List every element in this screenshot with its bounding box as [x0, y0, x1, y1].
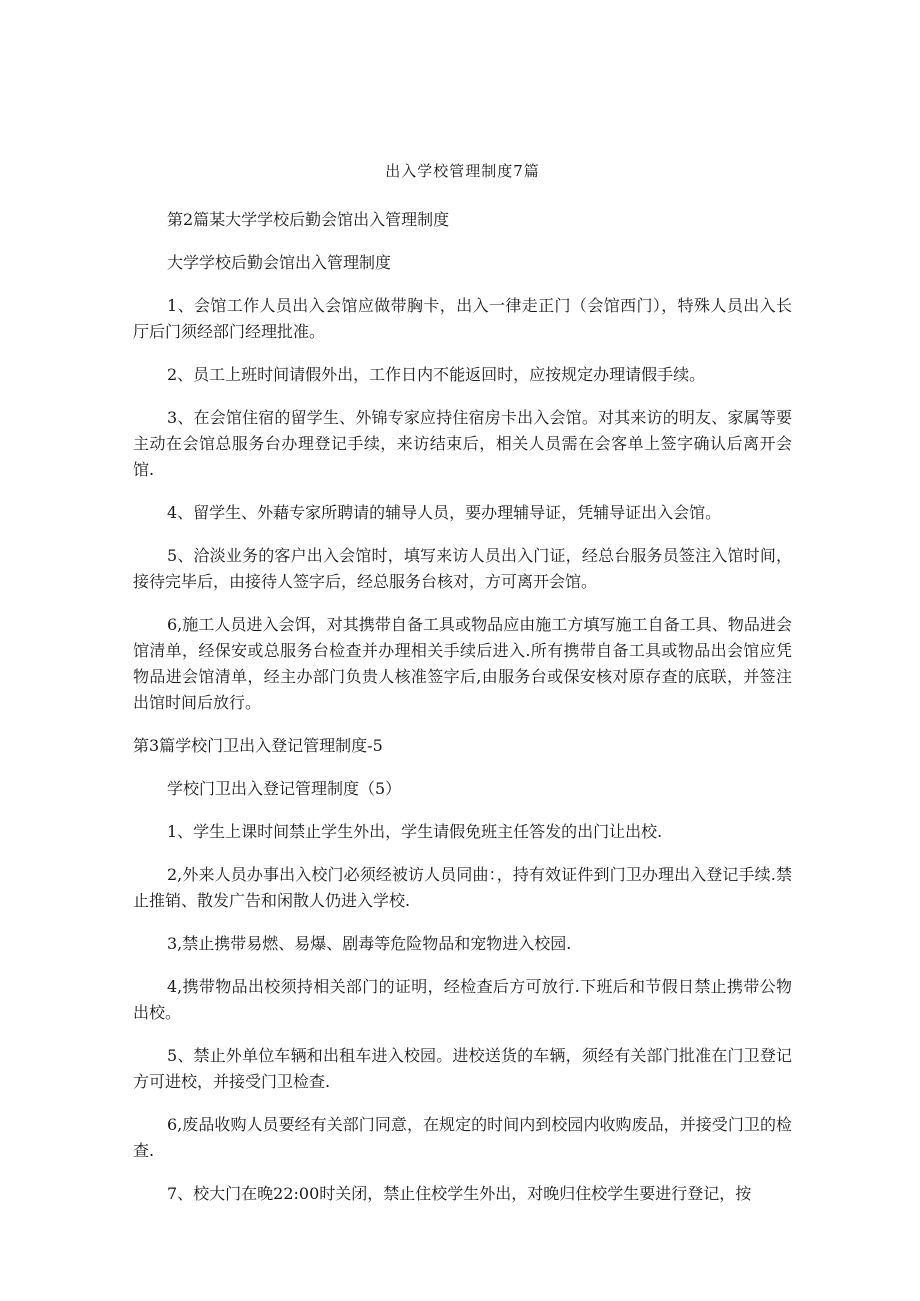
paragraph: 5、禁止外单位车辆和出租车进入校园。进校送货的车辆，须经有关部门批准在门卫登记方可进校，并接受门卫检查. — [133, 1046, 792, 1091]
paragraph: 4、留学生、外藉专家所聘请的辅导人员，要办理辅导证，凭辅导证出入会馆。 — [167, 503, 722, 522]
paragraph: 1、会馆工作人员出入会馆应做带胸卡，出入一律走正门（会馆西门），特殊人员出入长厅后门须经部门经理批准。 — [133, 296, 792, 341]
paragraph: 6,施工人员进入会饵，对其携带自备工具或物品应由施工方填写施工自备工具、物品进会馆清单，经保安或总服务台检查并办理相关手续后进入.所有携带自备工具或物品出会馆应凭物品进会馆清单，经主办部门负贵人核准签字后,由服务台或保安核对原存查的底联，并签注出馆时间后放行。 — [133, 615, 792, 712]
paragraph: 3,禁止携带易燃、易爆、剧毒等危险物品和宠物进入校园. — [167, 934, 572, 953]
paragraph: 第2篇某大学学校后勤会馆出入管理制度 — [167, 210, 450, 229]
paragraph: 4,携带物品出校须持相关部门的证明，经检查后方可放行.下班后和节假日禁止携带公物出校。 — [133, 977, 792, 1022]
document-title: 出入学校管理制度7篇 — [385, 162, 540, 180]
paragraph: 学校门卫出入登记管理制度（5） — [167, 779, 402, 798]
paragraph: 第3篇学校门卫出入登记管理制度-5 — [133, 736, 383, 755]
paragraph: 5、洽淡业务的客户出入会馆时，填写来访人员出入门证，经总台服务员签注入馆时间，接待完毕后，由接待人签字后，经总服务台核对，方可离开会馆。 — [133, 546, 792, 591]
paragraph: 6,废品收购人员要经有关部门同意，在规定的时间内到校园内收购废品，并接受门卫的检查. — [133, 1115, 792, 1160]
paragraph: 7、校大门在晚22:00时关闭，禁止住校学生外出，对晚归住校学生要进行登记，按 — [167, 1184, 752, 1203]
document-body — [133, 207, 792, 1207]
paragraph: 大学学校后勤会馆出入管理制度 — [167, 253, 392, 272]
paragraph: 3、在会馆住宿的留学生、外锦专家应持住宿房卡出入会馆。对其来访的明友、家属等要主动在会馆总服务台办理登记手续，来访结束后，相关人员需在会客单上签字确认后离开会馆. — [133, 408, 792, 479]
paragraph: 2,外来人员办事出入校门必须经被访人员同曲：，持有效证件到门卫办理出入登记手续.禁止推销、散发广告和闲散人仍进入学校. — [133, 865, 792, 910]
paragraph: 2、员工上班时间请假外出，工作日内不能返回时，应按规定办理请假手续。 — [167, 365, 706, 384]
paragraph: 1、学生上课时间禁止学生外出，学生请假免班主任答发的出门让出校. — [167, 822, 663, 841]
